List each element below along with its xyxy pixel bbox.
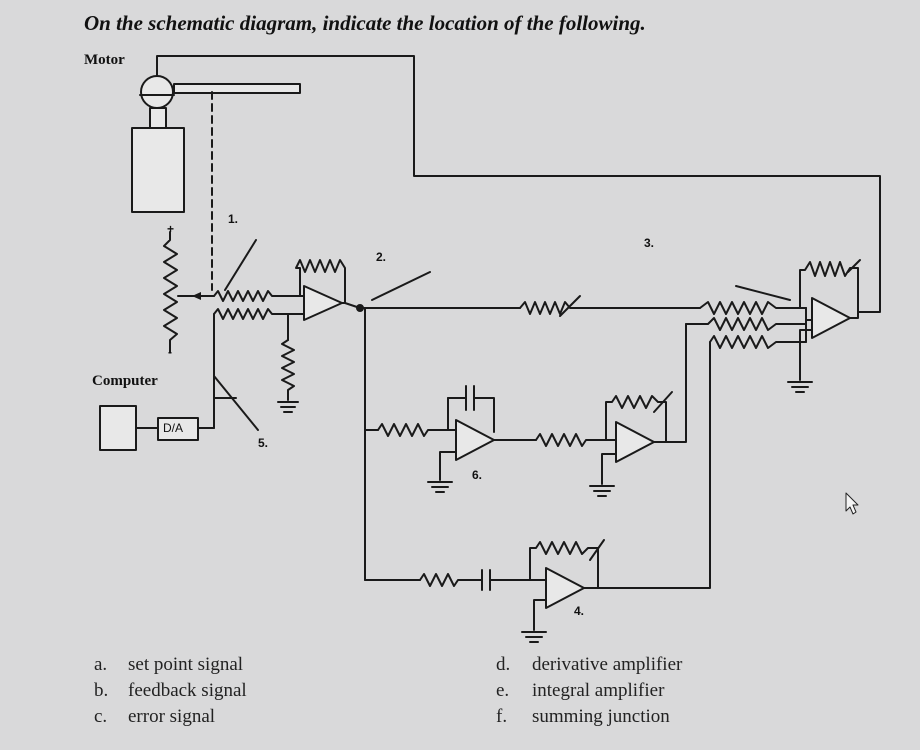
right-summing-resistors	[700, 302, 806, 314]
minus-sign: -	[168, 345, 172, 359]
option-a-text: set point signal	[128, 654, 244, 675]
feedback-potentiometer	[164, 232, 177, 352]
option-b-letter: b.	[94, 680, 109, 701]
option-c-text: error signal	[128, 706, 216, 727]
cursor-icon	[846, 493, 858, 514]
marker-3: 3.	[644, 236, 655, 250]
opamp-6	[456, 420, 494, 460]
opamp-1	[304, 286, 342, 320]
option-a-letter: a.	[94, 654, 108, 675]
option-c-letter: c.	[94, 706, 108, 727]
plus-sign: +	[167, 222, 175, 236]
marker-5: 5.	[258, 436, 269, 450]
question-heading: On the schematic diagram, indicate the location of the following.	[84, 11, 646, 35]
opamp-4	[546, 568, 584, 608]
opamp-output	[812, 298, 850, 338]
marker-1: 1.	[228, 212, 239, 226]
marker-4: 4.	[574, 604, 585, 618]
option-f-text: summing junction	[532, 706, 670, 727]
option-b-text: feedback signal	[128, 680, 247, 701]
marker-6: 6.	[472, 468, 483, 482]
summing-resistor-1	[214, 291, 300, 301]
option-d-letter: d.	[496, 654, 511, 675]
motor-label: Motor	[84, 52, 125, 68]
marker-2: 2.	[376, 250, 387, 264]
option-f-letter: f.	[496, 706, 508, 727]
option-e-text: integral amplifier	[532, 680, 665, 701]
summing-resistor-2	[214, 309, 304, 319]
motor-feedback-wire	[157, 56, 880, 312]
computer-box	[100, 406, 136, 450]
motor-symbol	[132, 76, 300, 212]
opamp-inverter	[616, 422, 654, 462]
option-d-text: derivative amplifier	[532, 654, 683, 675]
computer-label: Computer	[92, 373, 158, 389]
option-e-letter: e.	[496, 680, 510, 701]
da-label: D/A	[163, 421, 184, 435]
